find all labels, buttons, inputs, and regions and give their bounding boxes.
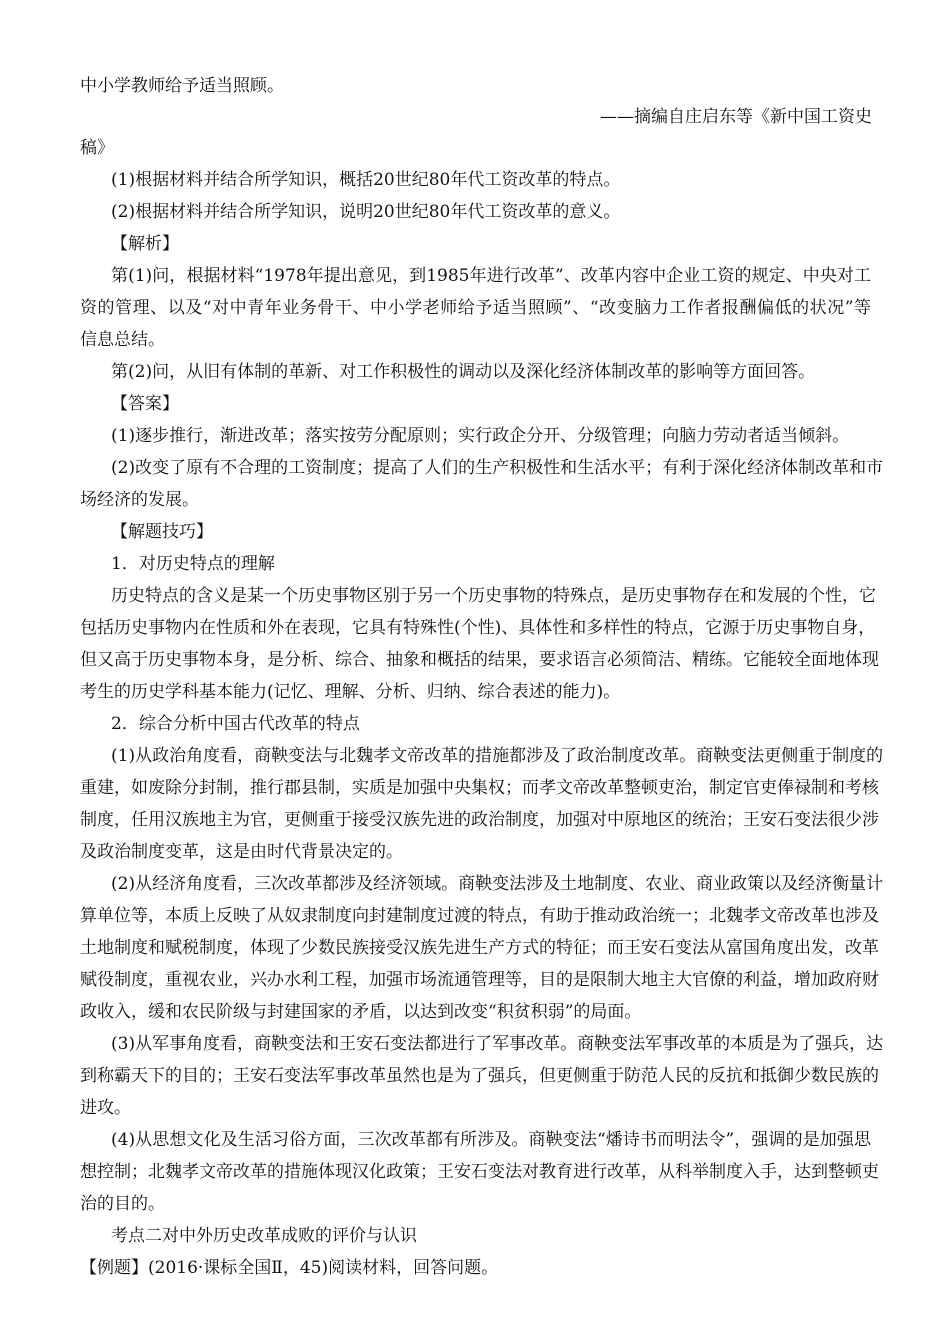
text-line: 信息总结。	[80, 330, 165, 350]
text-line: 进攻。	[80, 1098, 131, 1118]
text-line: (4)从思想文化及生活习俗方面，三次改革都有所涉及。商鞅变法“燔诗书而明法令”，强调的是加强思	[111, 1130, 871, 1150]
text-line: 土地制度和赋税制度，体现了少数民族接受汉族先进生产方式的特征；而王安石变法从富国角度出发，改革	[80, 938, 879, 958]
text-line: (1)根据材料并结合所学知识，概括20世纪80年代工资改革的特点。	[111, 170, 621, 190]
text-line: 制度，任用汉族地主为官，更侧重于接受汉族先进的政治制度，加强对中原地区的统治；王安石变法很少涉	[80, 810, 879, 830]
text-line: 但又高于历史事物本身，是分析、综合、抽象和概括的结果，要求语言必须简洁、精练。它能较全面地体现	[80, 650, 879, 670]
text-line: 治的目的。	[80, 1194, 165, 1214]
text-line: 【解题技巧】	[111, 522, 213, 542]
text-line: 资的管理、以及“对中青年业务骨干、中小学老师给予适当照顾”、“改变脑力工作者报酬偏低的状况”等	[80, 298, 871, 318]
text-line: 1．对历史特点的理解	[111, 554, 275, 574]
text-line: (1)从政治角度看，商鞅变法与北魏孝文帝改革的措施都涉及了政治制度改革。商鞅变法更侧重于制度的	[111, 746, 884, 766]
text-line: (2)根据材料并结合所学知识，说明20世纪80年代工资改革的意义。	[111, 202, 621, 222]
text-line: 中小学教师给予适当照顾。	[80, 76, 284, 96]
text-line: 考点二对中外历史改革成败的评价与认识	[111, 1226, 417, 1246]
text-line: 【答案】	[111, 394, 179, 414]
text-line: 稿》	[80, 138, 114, 158]
text-line: 政收入，缓和农民阶级与封建国家的矛盾，以达到改变“积贫积弱”的局面。	[80, 1002, 642, 1022]
text-line: 第(2)问，从旧有体制的革新、对工作积极性的调动以及深化经济体制改革的影响等方面回答。	[111, 362, 816, 382]
text-line: (2)改变了原有不合理的工资制度；提高了人们的生产积极性和生活水平；有利于深化经济体制改革和市	[111, 458, 884, 478]
text-line: 【解析】	[111, 234, 179, 254]
text-line: 及政治制度变革，这是由时代背景决定的。	[80, 842, 403, 862]
text-line: ——摘编自庄启东等《新中国工资史	[600, 107, 872, 127]
text-line: 重建，如废除分封制，推行郡县制，实质是加强中央集权；而孝文帝改革整顿吏治，制定官吏俸禄制和考核	[80, 778, 879, 798]
text-line: 包括历史事物内在性质和外在表现，它具有特殊性(个性)、具体性和多样性的特点，它源于历史事物自身，	[80, 618, 876, 638]
text-line: (2)从经济角度看，三次改革都涉及经济领域。商鞅变法涉及土地制度、农业、商业政策以及经济衡量计	[111, 874, 884, 894]
text-line: 2．综合分析中国古代改革的特点	[111, 714, 360, 734]
text-line: 想控制；北魏孝文帝改革的措施体现汉化政策；王安石变法对教育进行改革，从科举制度入手，达到整顿吏	[80, 1162, 879, 1182]
text-line: (3)从军事角度看，商鞅变法和王安石变法都进行了军事改革。商鞅变法军事改革的本质是为了强兵，达	[111, 1034, 884, 1054]
text-line: (1)逐步推行，渐进改革；落实按劳分配原则；实行政企分开、分级管理；向脑力劳动者适当倾斜。	[111, 426, 850, 446]
text-line: 场经济的发展。	[80, 490, 199, 510]
text-line: 算单位等，本质上反映了从奴隶制度向封建制度过渡的特点，有助于推动政治统一；北魏孝文帝改革也涉及	[80, 906, 879, 926]
text-line: 【例题】(2016·课标全国Ⅱ，45)阅读材料，回答问题。	[80, 1258, 499, 1278]
text-line: 历史特点的含义是某一个历史事物区别于另一个历史事物的特殊点，是历史事物存在和发展的个性，它	[111, 586, 876, 606]
text-line: 考生的历史学科基本能力(记忆、理解、分析、归纳、综合表述的能力)。	[80, 682, 621, 702]
text-line: 赋役制度，重视农业，兴办水利工程，加强市场流通管理等，目的是限制大地主大官僚的利益，增加政府财	[80, 970, 879, 990]
text-line: 到称霸天下的目的；王安石变法军事改革虽然也是为了强兵，但更侧重于防范人民的反抗和抵御少数民族的	[80, 1066, 879, 1086]
text-line: 第(1)问，根据材料“1978年提出意见，到1985年进行改革”、改革内容中企业工资的规定、中央对工	[111, 266, 871, 286]
